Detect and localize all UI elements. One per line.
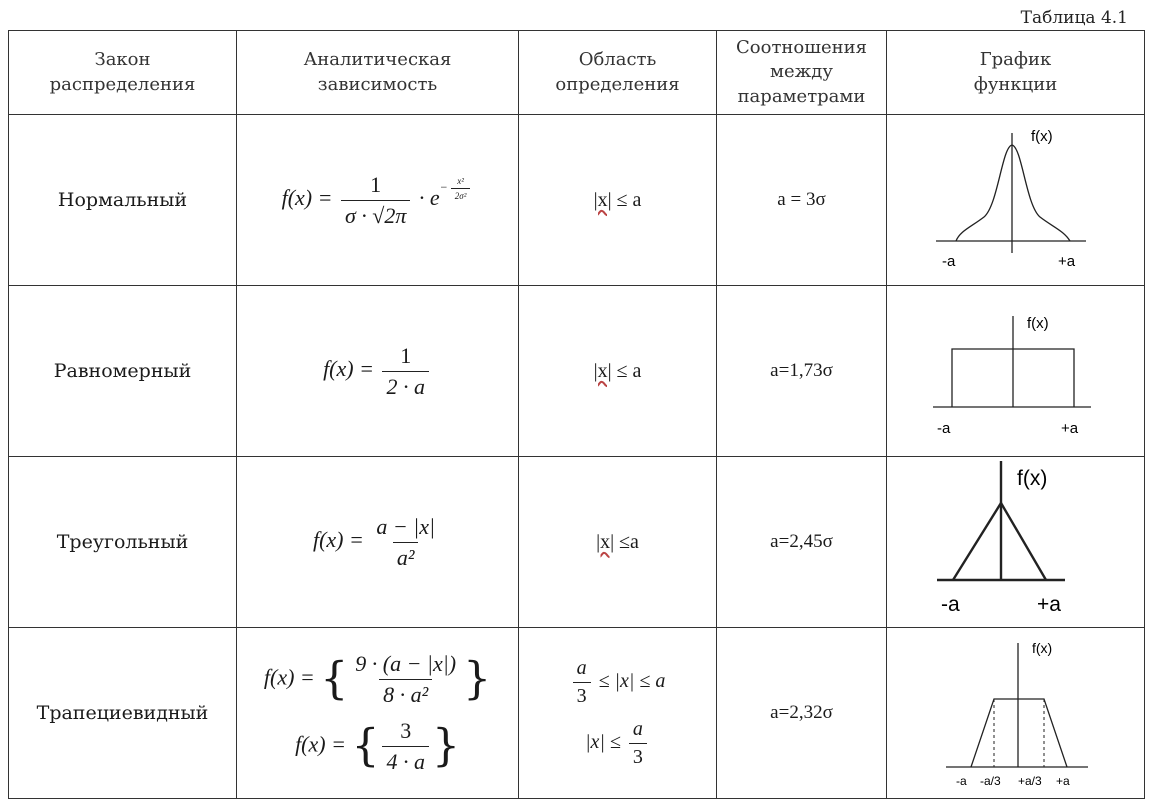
fraction-num: a − |x| bbox=[376, 513, 436, 539]
domain-rest: ≤ |x| ≤ a bbox=[598, 670, 666, 693]
graph-trapezoid bbox=[887, 628, 1145, 799]
fraction-den: σ · √2π bbox=[341, 200, 410, 229]
header-domain bbox=[519, 31, 717, 115]
fx-label: f(x) = bbox=[312, 527, 364, 553]
header-graph bbox=[887, 31, 1145, 115]
header-relations-line1: Соотношения bbox=[736, 37, 867, 59]
header-domain-line1: Область bbox=[578, 49, 657, 71]
relation-cell: a=2,45σ bbox=[717, 457, 887, 628]
left-tick: -a bbox=[940, 593, 960, 616]
header-analytic bbox=[237, 31, 519, 115]
header-analytic-line1: Аналитическая bbox=[303, 49, 452, 71]
formula-triangle bbox=[237, 457, 519, 628]
exp-num: x² bbox=[457, 175, 464, 186]
law-name: Треугольный bbox=[9, 457, 237, 628]
fraction bbox=[351, 651, 460, 708]
graph-uniform bbox=[887, 286, 1145, 457]
domain-rest: ≤ a bbox=[611, 188, 642, 211]
fraction bbox=[629, 718, 647, 769]
table-row bbox=[9, 115, 1145, 286]
domain-rest: ≤a bbox=[614, 530, 639, 553]
triangle-shape bbox=[953, 503, 1046, 580]
header-row bbox=[9, 31, 1145, 115]
fraction bbox=[341, 172, 410, 229]
trapezoid-shape bbox=[971, 699, 1067, 767]
header-relations-line3: параметрами bbox=[737, 85, 866, 107]
y-label: f(x) bbox=[1016, 467, 1047, 490]
fx-label: f(x) = bbox=[263, 664, 315, 690]
table-caption: Таблица 4.1 bbox=[1020, 8, 1128, 28]
uniform-graph bbox=[931, 294, 1101, 444]
fraction bbox=[382, 343, 429, 400]
normal-curve-graph bbox=[936, 123, 1096, 273]
abs-x: |x| bbox=[593, 188, 612, 211]
fraction-den: 3 bbox=[573, 682, 591, 708]
relation-cell: a=2,32σ bbox=[717, 628, 887, 799]
exp-sign: − bbox=[439, 180, 448, 195]
fraction-den: 2 · a bbox=[382, 371, 429, 400]
header-graph-line2: функции bbox=[973, 73, 1058, 95]
header-relations bbox=[717, 31, 887, 115]
header-domain-line2: определения bbox=[555, 73, 680, 95]
left-tick: -a bbox=[936, 420, 950, 437]
domain-cell bbox=[519, 457, 717, 628]
triangle-graph bbox=[931, 459, 1101, 621]
fraction-den: 3 bbox=[629, 743, 647, 769]
table-row bbox=[9, 628, 1145, 799]
fraction bbox=[382, 718, 429, 775]
law-name: Нормальный bbox=[9, 115, 237, 286]
header-graph-line1: График bbox=[979, 49, 1052, 71]
header-analytic-line2: зависимость bbox=[317, 73, 438, 95]
exp-fraction bbox=[451, 176, 471, 201]
table-row bbox=[9, 457, 1145, 628]
fraction-num: a bbox=[632, 718, 643, 740]
table-row bbox=[9, 286, 1145, 457]
formula-trapezoid: f(x) = { $\frac{9 \cdot (a - |x|)}{\text{8 · a²}}$ } f(x) = { $\frac{3}{4 \cdot a}$ } bbox=[237, 628, 519, 799]
y-label: f(x) bbox=[1031, 640, 1052, 656]
header-law bbox=[9, 31, 237, 115]
left-tick: -a bbox=[941, 253, 955, 270]
fx-label: f(x) = bbox=[323, 356, 374, 382]
domain-cell bbox=[519, 115, 717, 286]
fraction-den: a² bbox=[393, 542, 419, 571]
fraction bbox=[573, 657, 591, 708]
tick-pos-a: +a bbox=[1055, 774, 1070, 788]
header-law-line2: распределения bbox=[49, 73, 196, 95]
domain-rest: ≤ a bbox=[611, 359, 642, 382]
right-tick: +a bbox=[1036, 593, 1061, 616]
fraction bbox=[372, 514, 439, 571]
trapezoid-graph bbox=[936, 631, 1096, 791]
law-name: Трапециевидный bbox=[9, 628, 237, 799]
fraction-num: 1 bbox=[400, 342, 412, 368]
law-name: Равномерный bbox=[9, 286, 237, 457]
y-label: f(x) bbox=[1030, 128, 1053, 145]
formula-normal: f(x) = $\frac{1}{\sigma \cdot √2\pi}$ · $e^{- \frac{\text{x²}}{\text{2σ²}}}$ bbox=[237, 115, 519, 286]
right-tick: +a bbox=[1060, 420, 1078, 437]
relation-cell: a = 3σ bbox=[717, 115, 887, 286]
fraction-num: 1 bbox=[370, 171, 382, 197]
relation-cell: a=1,73σ bbox=[717, 286, 887, 457]
fraction-num: a bbox=[576, 657, 587, 679]
domain-cell bbox=[519, 286, 717, 457]
right-tick: +a bbox=[1057, 253, 1075, 270]
header-law-line1: Закон bbox=[94, 49, 151, 71]
tick-neg-a: -a bbox=[955, 774, 967, 788]
fraction-num: 3 bbox=[400, 718, 412, 743]
abs-x: |x| bbox=[593, 359, 612, 382]
exp-den: 2σ² bbox=[451, 188, 471, 201]
fx-label: f(x) = bbox=[295, 731, 346, 757]
graph-normal bbox=[887, 115, 1145, 286]
fraction-num: 9 · (a − |x|) bbox=[355, 651, 457, 676]
y-label: f(x) bbox=[1026, 315, 1049, 332]
fx-label: f(x) = bbox=[281, 185, 333, 211]
bell-curve bbox=[956, 145, 1070, 241]
domain-lhs: |x| ≤ bbox=[585, 731, 621, 754]
domain-cell bbox=[519, 628, 717, 799]
tick-neg-a3: -a/3 bbox=[979, 774, 1001, 788]
fraction-den: 8 · a² bbox=[379, 679, 432, 708]
abs-x: |x| bbox=[596, 530, 615, 553]
distribution-table bbox=[8, 30, 1145, 799]
header-relations-line2: между bbox=[770, 61, 833, 83]
tick-pos-a3: +a/3 bbox=[1017, 774, 1042, 788]
graph-triangle bbox=[887, 457, 1145, 628]
fraction-den: 4 · a bbox=[382, 746, 429, 775]
exp-base: e bbox=[429, 185, 440, 211]
formula-uniform bbox=[237, 286, 519, 457]
